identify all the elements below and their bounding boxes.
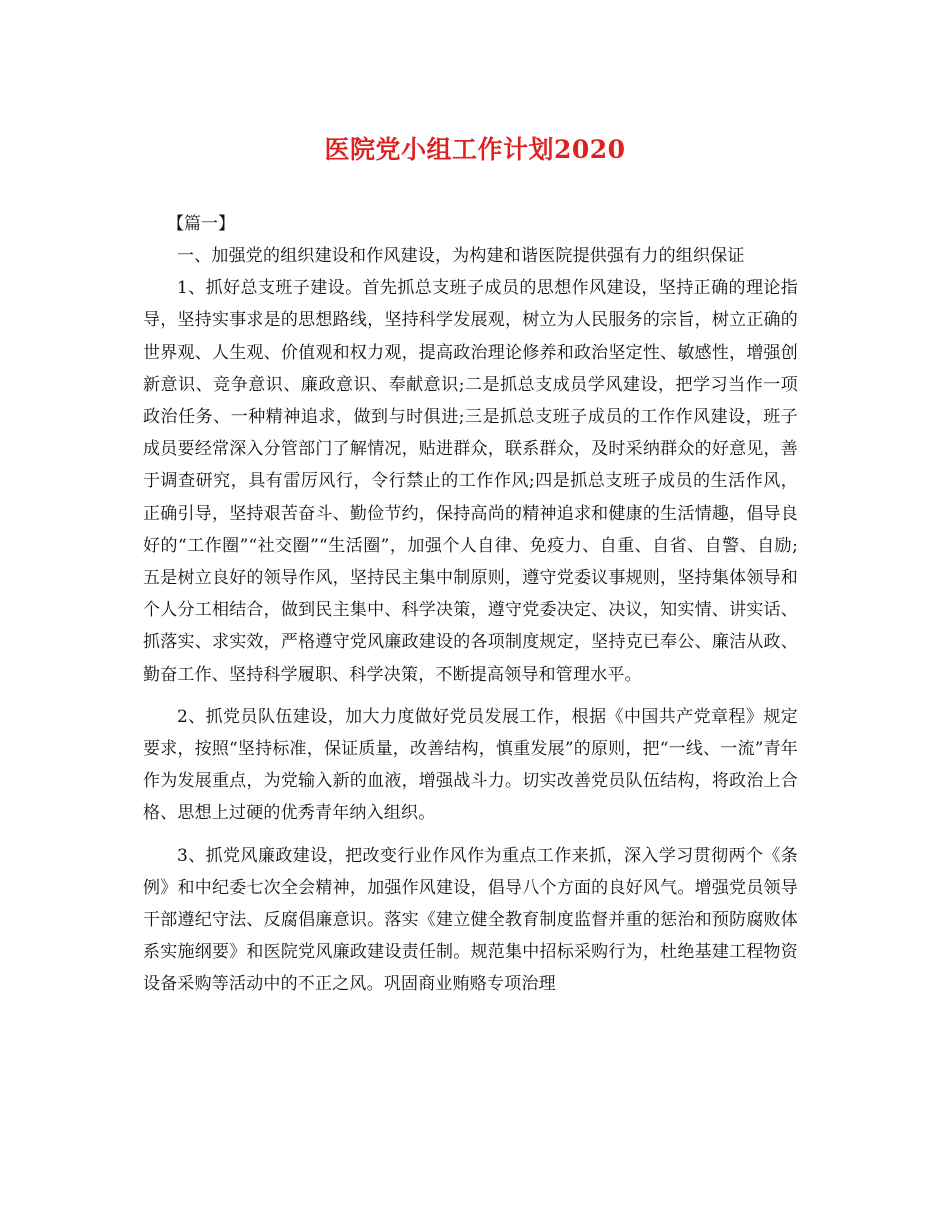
section-heading: 一、加强党的组织建设和作风建设，为构建和谐医院提供强有力的组织保证 [177,246,745,266]
paragraph-2: 2、抓党员队伍建设，加大力度做好党员发展工作，根据《中国共产党章程》规定要求，按照“坚持标准，保证质量，改善结构，慎重发展”的原则，把“一线、一流”青年作为发展重点，为党输入新的血液，增强战斗力。切实改善党员队伍结构，将政治上合格、思想上过硬的优秀青年纳入组织。 [143,706,798,824]
paragraph-1: 1、抓好总支班子建设。首先抓总支班子成员的思想作风建设，坚持正确的理论指导，坚持实事求是的思想路线，坚持科学发展观，树立为人民服务的宗旨，树立正确的世界观、人生观、价值观和权力观，提高政治理论修养和政治坚定性、敏感性，增强创新意识、竞争意识、廉政意识、奉献意识;二是抓总支成员学风建设，把学习当作一项政治任务、一种精神追求，做到与时俱进;三是抓总支班子成员的工作作风建设，班子成员要经常深入分管部门了解情况，贴进群众，联系群众，及时采纳群众的好意见，善于调查研究，具有雷厉风行，令行禁止的工作作风;四是抓总支班子成员的生活作风，正确引导，坚持艰苦奋斗、勤俭节约，保持高尚的精神追求和健康的生活情趣，倡导良好的“工作圈”“社交圈”“生活圈”，加强个人自律、免疫力、自重、自省、自警、自励;五是树立良好的领导作风，坚持民主集中制原则，遵守党委议事规则，坚持集体领导和个人分工相结合，做到民主集中、科学决策，遵守党委决定、决议，知实情、讲实话、抓落实、求实效，严格遵守党风廉政建设的各项制度规定，坚持克已奉公、廉洁从政、勤奋工作、坚持科学履职、科学决策，不断提高领导和管理水平。 [143,278,798,685]
document-title: 医院党小组工作计划2020 [324,135,626,164]
section-label: 【篇一】 [167,214,235,234]
document-body [143,208,798,1001]
paragraph-3: 3、抓党风廉政建设，把改变行业作风作为重点工作来抓，深入学习贯彻两个《条例》和中纪委七次全会精神，加强作风建设，倡导八个方面的良好风气。增强党员领导干部遵纪守法、反腐倡廉意识。落实《建立健全教育制度监督并重的惩治和预防腐败体系实施纲要》和医院党风廉政建设责任制。规范集中招标采购行为，杜绝基建工程物资设备采购等活动中的不正之风。巩固商业贿赂专项治理 [143,845,798,995]
